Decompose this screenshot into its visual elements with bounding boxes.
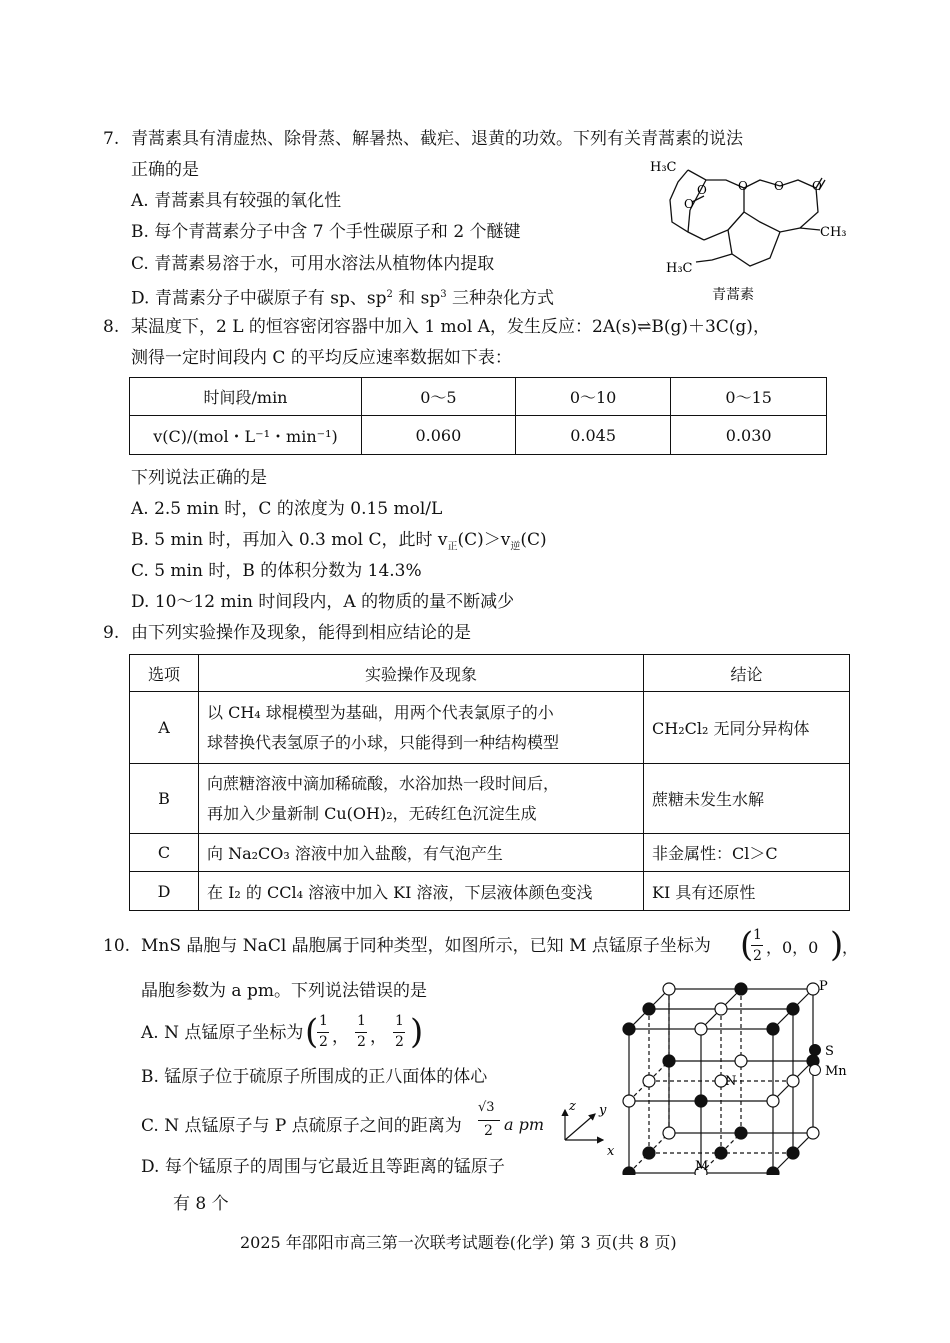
- q9-number: 9.: [103, 623, 120, 643]
- option-cell: D: [130, 872, 199, 911]
- q7-stem-line1: 青蒿素具有清虚热、除骨蒸、解暑热、截疟、退黄的功效。下列有关青蒿素的说法: [131, 129, 743, 149]
- q10-option-d-line1: D. 每个锰原子的周围与它最近且等距离的锰原子: [141, 1157, 505, 1177]
- q10-option-d-line2: 有 8 个: [173, 1194, 229, 1214]
- artemisinin-structure: [640, 150, 860, 310]
- q7-option-b: B. 每个青蒿素分子中含 7 个手性碳原子和 2 个醚键: [131, 222, 521, 242]
- q7-option-d: D. 青蒿素分子中碳原子有 sp、$sp^2$ 和 $sp^3$ 三种杂化方式: [131, 288, 555, 309]
- q8-option-b: B. 5 min 时，再加入 0.3 mol C，此时 $v_正(C)>v_逆(C)$: [131, 530, 547, 553]
- legend-s-label: S: [825, 1044, 834, 1059]
- conclusion-cell: KI 具有还原性: [644, 872, 850, 911]
- table-row: [130, 834, 850, 872]
- q7-stem-line2: 正确的是: [131, 160, 199, 180]
- point-m-label: M: [695, 1159, 709, 1174]
- table-header-cell: 结论: [644, 655, 850, 692]
- operation-cell: 向 Na₂CO₃ 溶液中加入盐酸，有气泡产生: [199, 834, 644, 872]
- operation-cell: 向蔗糖溶液中滴加稀硫酸，水浴加热一段时间后， 再加入少量新制 Cu(OH)₂，无砖红色沉淀生成: [199, 764, 644, 834]
- q8-ask: 下列说法正确的是: [131, 468, 267, 488]
- structure-caption: 青蒿素: [712, 287, 754, 303]
- q8-number: 8.: [103, 317, 120, 337]
- q8-option-d: D. 10～12 min 时间段内，A 的物质的量不断减少: [131, 592, 515, 612]
- q7-option-c: C. 青蒿素易溶于水，可用水溶法从植物体内提取: [131, 254, 495, 274]
- q10-option-c: C. N 点锰原子与 P 点硫原子之间的距离为: [141, 1116, 462, 1136]
- q8-stem-line2: 测得一定时间段内 C 的平均反应速率数据如下表：: [131, 348, 512, 368]
- table-row: [130, 764, 850, 834]
- q10-option-a: A. N 点锰原子坐标为: [141, 1023, 304, 1043]
- oxygen-label: O: [684, 197, 694, 211]
- h3c-top-label: H₃C: [650, 160, 677, 175]
- oxygen-label-3: O: [738, 179, 748, 193]
- ch3-label: CH₃: [820, 225, 847, 240]
- oxygen-label-4: O: [774, 179, 784, 193]
- table-cell: 0.030: [671, 416, 827, 455]
- table-row: [130, 692, 850, 764]
- table-cell: 0.060: [362, 416, 516, 455]
- conclusion-cell: 非金属性：Cl＞C: [644, 834, 850, 872]
- q8-stem-line1: 某温度下，2 L 的恒容密闭容器中加入 1 mol A，发生反应：2A(s)⇌B(g)＋3C(g)，: [131, 317, 770, 337]
- mns-unit-cell: [555, 960, 855, 1175]
- q10-stem-line1: MnS 晶胞与 NaCl 晶胞属于同种类型，如图所示，已知 M 点锰原子坐标为: [141, 936, 711, 956]
- point-n-label: N: [725, 1074, 737, 1089]
- axis-x-label: x: [607, 1144, 615, 1159]
- h3c-bottom-label: H₃C: [666, 261, 693, 276]
- q7-number: 7.: [103, 129, 120, 149]
- table-header-cell: 0～15: [671, 378, 827, 416]
- q10-stem-line2: 晶胞参数为 a pm。下列说法错误的是: [141, 981, 427, 1001]
- table-header-cell: 时间段/min: [130, 378, 362, 416]
- conclusion-cell: 蔗糖未发生水解: [644, 764, 850, 834]
- rate-table: [129, 377, 827, 455]
- option-cell: B: [130, 764, 199, 834]
- experiment-table: [129, 654, 850, 911]
- table-header-cell: 0～5: [362, 378, 516, 416]
- q8-option-c: C. 5 min 时，B 的体积分数为 14.3%: [131, 561, 422, 581]
- axis-y-label: y: [599, 1103, 607, 1118]
- q9-stem: 由下列实验操作及现象，能得到相应结论的是: [131, 623, 471, 643]
- q7-option-a: A. 青蒿素具有较强的氧化性: [131, 191, 342, 211]
- oxygen-label-2: O: [697, 183, 707, 197]
- option-cell: C: [130, 834, 199, 872]
- operation-cell: 以 CH₄ 球棍模型为基础，用两个代表氯原子的小 球替换代表氢原子的小球，只能得到一种结构模型: [199, 692, 644, 764]
- axis-z-label: z: [569, 1099, 576, 1114]
- legend-s-marker: [810, 1045, 821, 1056]
- conclusion-cell: CH₂Cl₂ 无同分异构体: [644, 692, 850, 764]
- point-p-label: P: [819, 979, 828, 994]
- operation-cell: 在 I₂ 的 CCl₄ 溶液中加入 KI 溶液，下层液体颜色变浅: [199, 872, 644, 911]
- q8-option-a: A. 2.5 min 时，C 的浓度为 0.15 mol/L: [131, 499, 443, 519]
- q10-option-b: B. 锰原子位于硫原子所围成的正八面体的体心: [141, 1067, 488, 1087]
- table-header-cell: 实验操作及现象: [199, 655, 644, 692]
- table-row: [130, 872, 850, 911]
- option-cell: A: [130, 692, 199, 764]
- legend-mn-marker: [810, 1065, 821, 1076]
- carbonyl-oxygen-label: O: [812, 179, 822, 193]
- n-point-coordinate: ( 1 2 ， 1 2 ， 1 2 ): [305, 1012, 424, 1052]
- table-header-cell: 选项: [130, 655, 199, 692]
- page-footer: 2025 年邵阳市高三第一次联考试题卷(化学) 第 3 页(共 8 页): [240, 1233, 677, 1252]
- legend-mn-label: Mn: [825, 1064, 847, 1079]
- distance-fraction: √3 2 a pm: [478, 1100, 545, 1139]
- table-header-cell: 0～10: [515, 378, 671, 416]
- q10-number: 10.: [103, 936, 131, 956]
- m-point-coordinate: ( 1 2 ，0，0 ) ，: [740, 925, 859, 965]
- table-row-label: v(C)/(mol・L⁻¹・min⁻¹): [130, 416, 362, 455]
- table-cell: 0.045: [515, 416, 671, 455]
